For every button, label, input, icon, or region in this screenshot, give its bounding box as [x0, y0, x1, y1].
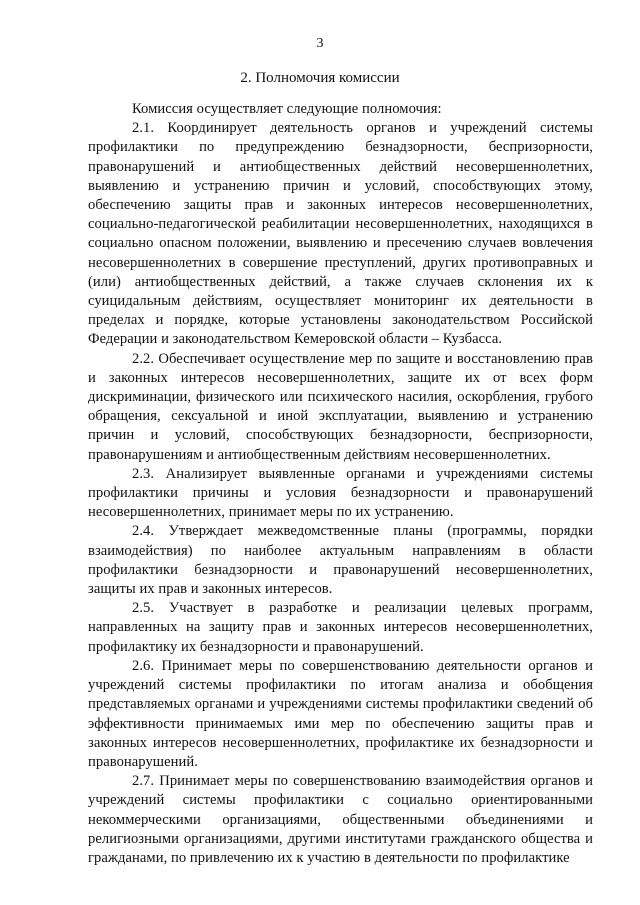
- paragraph-2-7: 2.7. Принимает меры по совершенствованию взаимодействия органов и учреждений системы профилактики с социально ориентированными некоммерческими организациями, общественными объединениями и религиозными организациями, другими институтами гражданского общества и гражданами, по привлечению их к участию в деятельности по профилактике: [88, 773, 593, 866]
- paragraph-2-1: 2.1. Координирует деятельность органов и учреждений системы профилактики по предупреждению безнадзорности, беспризорности, правонарушений и антиобщественных действий несовершеннолетних, выявлению и устранению причин и условий, способствующих этому, обеспечению защиты прав и законных интересов несовершеннолетних, социально-педагогической реабилитации несовершеннолетних, находящихся в социально опасном положении, выявлению и пресечению случаев вовлечения несовершеннолетних в совершение преступлений, других противоправных и (или) антиобщественных действий, а также случаев склонения их к суицидальным действиям, осуществляет мониторинг их деятельности в пределах и порядке, которые установлены законодательством Российской Федерации и законодательством Кемеровской области – Кузбасса.: [88, 120, 593, 348]
- paragraph-2-3: 2.3. Анализирует выявленные органами и учреждениями системы профилактики причины и условия безнадзорности и правонарушений несовершеннолетних, принимает меры по их устранению.: [88, 465, 593, 521]
- paragraph-2-4: 2.4. Утверждает межведомственные планы (программы, порядки взаимодействия) по наиболее актуальным направлениям в области профилактики безнадзорности и правонарушений несовершеннолетних, защиты их прав и законных интересов.: [88, 523, 593, 598]
- paragraph-2-6: 2.6. Принимает меры по совершенствованию деятельности органов и учреждений системы профилактики по итогам анализа и обобщения представляемых органами и учреждениями системы профилактики сведений об эффективности принимаемых ими мер по обеспечению защиты прав и законных интересов несовершеннолетних, профилактике их безнадзорности и правонарушений.: [88, 657, 593, 770]
- paragraph-2-5: 2.5. Участвует в разработке и реализации целевых программ, направленных на защиту прав и законных интересов несовершеннолетних, профилактику их безнадзорности и правонарушений.: [88, 600, 593, 655]
- paragraph-2-2: 2.2. Обеспечивает осуществление мер по защите и восстановлению прав и законных интересов несовершеннолетних, защите их от всех форм дискриминации, физического или психического насилия, оскорбления, грубого обращения, сексуальной и иной эксплуатации, выявлению и устранению причин и условий, способствующих безнадзорности, беспризорности, правонарушениям и антиобщественным действиям несовершеннолетних.: [88, 350, 593, 463]
- page-number: 3: [316, 36, 324, 51]
- intro-paragraph: Комиссия осуществляет следующие полномочия:: [132, 101, 442, 117]
- section-heading: 2. Полномочия комиссии: [240, 70, 400, 86]
- body-text: [88, 100, 593, 868]
